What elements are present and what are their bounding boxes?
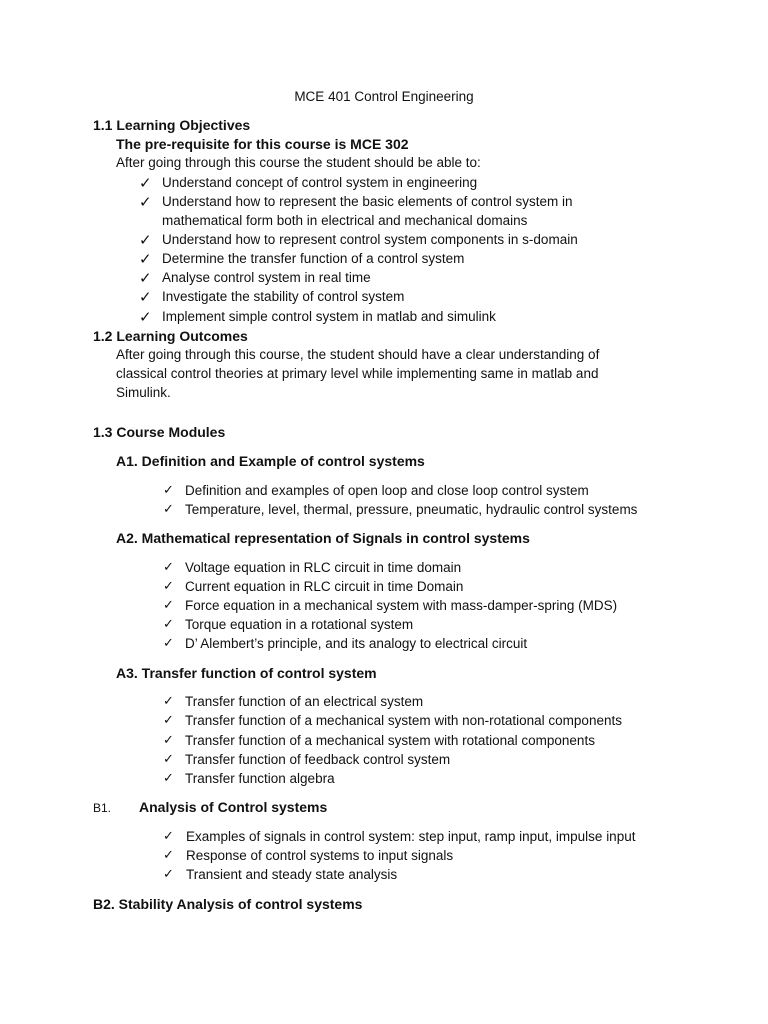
list-item: Transient and steady state analysis [186,867,398,882]
checkmark-icon: ✓ [139,309,152,326]
checkmark-icon: ✓ [163,770,174,785]
checkmark-icon: ✓ [163,828,174,843]
section-heading-learning-objectives: 1.1 Learning Objectives [93,117,251,133]
list-item: Torque equation in a rotational system [185,617,414,632]
checkmark-icon: ✓ [163,847,174,862]
checkmark-icon: ✓ [139,251,152,268]
prerequisite-line: The pre-requisite for this course is MCE 302 [116,136,409,152]
objectives-intro: After going through this course the student should be able to: [116,155,481,170]
outcomes-text-line: Simulink. [116,385,171,400]
list-item: Response of control systems to input signals [186,848,454,863]
checkmark-icon: ✓ [139,289,152,306]
checkmark-icon: ✓ [163,616,174,631]
list-item: Investigate the stability of control system [162,289,405,304]
checkmark-icon: ✓ [163,578,174,593]
checkmark-icon: ✓ [163,866,174,881]
list-item: Current equation in RLC circuit in time Domain [185,579,464,594]
module-heading-a1: A1. Definition and Example of control systems [116,453,425,469]
list-item: Temperature, level, thermal, pressure, pneumatic, hydraulic control systems [185,502,638,517]
module-heading-b2: B2. Stability Analysis of control systems [93,896,363,912]
checkmark-icon: ✓ [139,232,152,249]
list-item: Understand concept of control system in engineering [162,175,478,190]
checkmark-icon: ✓ [163,597,174,612]
list-item: Transfer function of an electrical system [185,694,424,709]
list-item: D’ Alembert’s principle, and its analogy to electrical circuit [185,636,528,651]
checkmark-icon: ✓ [163,712,174,727]
list-item: Transfer function of feedback control system [185,752,451,767]
outcomes-text-line: After going through this course, the student should have a clear understanding of [116,347,600,362]
list-item-continuation: mathematical form both in electrical and mechanical domains [162,213,528,228]
document-title: MCE 401 Control Engineering [294,89,474,104]
list-item: Analyse control system in real time [162,270,371,285]
list-item: Transfer function of a mechanical system with non-rotational components [185,713,622,728]
checkmark-icon: ✓ [163,751,174,766]
checkmark-icon: ✓ [139,270,152,287]
checkmark-icon: ✓ [139,194,152,211]
list-item: Examples of signals in control system: step input, ramp input, impulse input [186,829,636,844]
checkmark-icon: ✓ [139,175,152,192]
list-item: Definition and examples of open loop and close loop control system [185,483,589,498]
checkmark-icon: ✓ [163,732,174,747]
outcomes-text-line: classical control theories at primary level while implementing same in matlab and [116,366,599,381]
list-item: Voltage equation in RLC circuit in time domain [185,560,462,575]
module-heading-a2: A2. Mathematical representation of Signals in control systems [116,530,530,546]
section-heading-learning-outcomes: 1.2 Learning Outcomes [93,328,248,344]
list-item: Understand how to represent the basic elements of control system in [162,194,573,209]
checkmark-icon: ✓ [163,559,174,574]
section-heading-course-modules: 1.3 Course Modules [93,424,226,440]
checkmark-icon: ✓ [163,501,174,516]
list-item: Force equation in a mechanical system with mass-damper-spring (MDS) [185,598,618,613]
list-item: Implement simple control system in matlab and simulink [162,309,496,324]
checkmark-icon: ✓ [163,693,174,708]
list-item: Understand how to represent control system components in s-domain [162,232,578,247]
list-item: Transfer function of a mechanical system with rotational components [185,733,595,748]
module-label-b1: B1. [93,801,112,815]
list-item: Determine the transfer function of a control system [162,251,465,266]
list-item: Transfer function algebra [185,771,335,786]
checkmark-icon: ✓ [163,482,174,497]
module-heading-b1: Analysis of Control systems [139,799,328,815]
checkmark-icon: ✓ [163,635,174,650]
module-heading-a3: A3. Transfer function of control system [116,665,377,681]
